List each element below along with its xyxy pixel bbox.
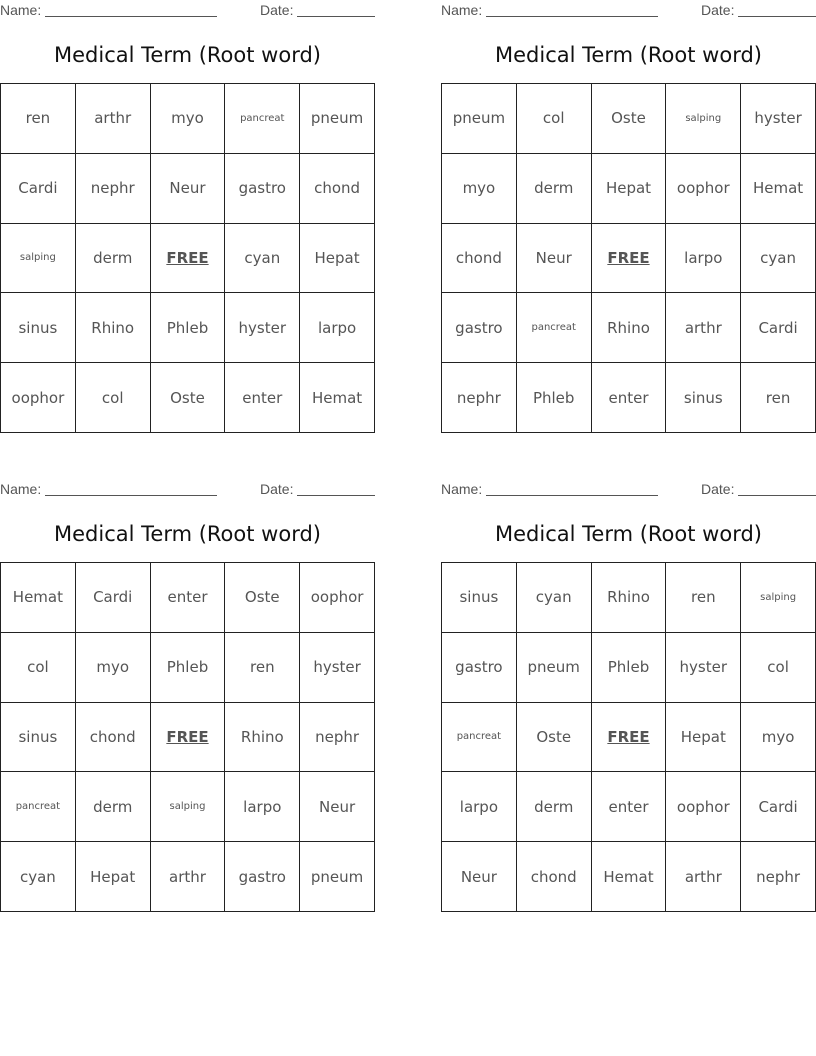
bingo-cell: salping xyxy=(151,772,226,842)
card-header xyxy=(0,0,375,22)
bingo-cell: chond xyxy=(517,842,592,912)
name-blank-line xyxy=(486,495,658,496)
card-title: Medical Term (Root word) xyxy=(54,522,321,546)
bingo-cell: Hemat xyxy=(1,563,76,633)
name-blank-line xyxy=(486,16,658,17)
bingo-cell: Hepat xyxy=(300,224,375,294)
card-title: Medical Term (Root word) xyxy=(495,43,762,67)
bingo-card xyxy=(441,0,816,407)
bingo-cell: col xyxy=(1,633,76,703)
bingo-cell: pancreat xyxy=(225,84,300,154)
bingo-cell: salping xyxy=(666,84,741,154)
bingo-cell: gastro xyxy=(442,633,517,703)
bingo-cell: Hemat xyxy=(592,842,667,912)
bingo-cell: Oste xyxy=(225,563,300,633)
name-label: Name: xyxy=(0,2,42,18)
bingo-grid xyxy=(0,83,375,433)
bingo-cell: gastro xyxy=(442,293,517,363)
bingo-cell: enter xyxy=(592,772,667,842)
bingo-cell: gastro xyxy=(225,154,300,224)
bingo-cell: myo xyxy=(76,633,151,703)
bingo-cell: Phleb xyxy=(517,363,592,433)
date-label: Date: xyxy=(260,2,294,18)
bingo-cell: cyan xyxy=(1,842,76,912)
bingo-cell: Hemat xyxy=(741,154,816,224)
bingo-cell: Rhino xyxy=(76,293,151,363)
bingo-cell: enter xyxy=(225,363,300,433)
bingo-cell: hyster xyxy=(741,84,816,154)
bingo-cell: enter xyxy=(592,363,667,433)
bingo-card xyxy=(441,479,816,886)
bingo-cell: pneum xyxy=(517,633,592,703)
bingo-cell: ren xyxy=(741,363,816,433)
card-title: Medical Term (Root word) xyxy=(54,43,321,67)
bingo-cell: Phleb xyxy=(151,633,226,703)
card-header xyxy=(441,0,816,22)
bingo-grid xyxy=(0,562,375,912)
bingo-cell: arthr xyxy=(666,293,741,363)
bingo-cell: Cardi xyxy=(1,154,76,224)
bingo-card xyxy=(0,0,375,407)
bingo-cell: gastro xyxy=(225,842,300,912)
bingo-cell: oophor xyxy=(666,154,741,224)
bingo-cell: hyster xyxy=(225,293,300,363)
bingo-cell: pancreat xyxy=(442,703,517,773)
card-header xyxy=(0,479,375,501)
bingo-cell: Cardi xyxy=(741,772,816,842)
bingo-cell: larpo xyxy=(300,293,375,363)
bingo-cell: Neur xyxy=(151,154,226,224)
bingo-cell: hyster xyxy=(300,633,375,703)
date-blank-line xyxy=(297,495,375,496)
bingo-cell: Phleb xyxy=(151,293,226,363)
bingo-cell: Hepat xyxy=(592,154,667,224)
bingo-cell: ren xyxy=(666,563,741,633)
bingo-cell: pancreat xyxy=(1,772,76,842)
bingo-cell: salping xyxy=(1,224,76,294)
bingo-cell: larpo xyxy=(225,772,300,842)
bingo-cell: salping xyxy=(741,563,816,633)
bingo-cell: Neur xyxy=(300,772,375,842)
free-space-cell: FREE xyxy=(151,703,226,773)
bingo-cell: myo xyxy=(442,154,517,224)
bingo-cell: hyster xyxy=(666,633,741,703)
bingo-cell: Neur xyxy=(442,842,517,912)
bingo-cell: enter xyxy=(151,563,226,633)
bingo-cell: Rhino xyxy=(225,703,300,773)
bingo-grid xyxy=(441,83,816,433)
bingo-cell: cyan xyxy=(225,224,300,294)
date-label: Date: xyxy=(260,481,294,497)
bingo-cell: derm xyxy=(517,772,592,842)
card-header xyxy=(441,479,816,501)
bingo-cell: nephr xyxy=(442,363,517,433)
bingo-cell: larpo xyxy=(442,772,517,842)
bingo-cell: Rhino xyxy=(592,563,667,633)
bingo-cell: Cardi xyxy=(76,563,151,633)
free-space-cell: FREE xyxy=(151,224,226,294)
name-blank-line xyxy=(45,495,217,496)
bingo-cell: derm xyxy=(517,154,592,224)
bingo-cell: Phleb xyxy=(592,633,667,703)
name-label: Name: xyxy=(0,481,42,497)
name-label: Name: xyxy=(441,2,483,18)
bingo-cell: Oste xyxy=(517,703,592,773)
bingo-cell: col xyxy=(517,84,592,154)
bingo-cell: ren xyxy=(225,633,300,703)
bingo-cell: chond xyxy=(442,224,517,294)
bingo-cell: nephr xyxy=(741,842,816,912)
bingo-cell: oophor xyxy=(666,772,741,842)
bingo-cell: pneum xyxy=(300,84,375,154)
bingo-cell: cyan xyxy=(517,563,592,633)
bingo-cell: pneum xyxy=(300,842,375,912)
date-blank-line xyxy=(738,16,816,17)
bingo-cell: ren xyxy=(1,84,76,154)
bingo-cell: Cardi xyxy=(741,293,816,363)
bingo-cell: col xyxy=(741,633,816,703)
bingo-cell: Hepat xyxy=(76,842,151,912)
bingo-cell: sinus xyxy=(442,563,517,633)
bingo-cell: pneum xyxy=(442,84,517,154)
bingo-cell: sinus xyxy=(1,703,76,773)
name-label: Name: xyxy=(441,481,483,497)
bingo-cell: oophor xyxy=(1,363,76,433)
bingo-cell: chond xyxy=(300,154,375,224)
bingo-cell: cyan xyxy=(741,224,816,294)
bingo-cell: myo xyxy=(741,703,816,773)
free-space-cell: FREE xyxy=(592,224,667,294)
bingo-cell: derm xyxy=(76,224,151,294)
date-blank-line xyxy=(738,495,816,496)
card-title: Medical Term (Root word) xyxy=(495,522,762,546)
date-label: Date: xyxy=(701,481,735,497)
bingo-cell: oophor xyxy=(300,563,375,633)
bingo-cell: sinus xyxy=(1,293,76,363)
bingo-cell: Neur xyxy=(517,224,592,294)
bingo-cell: myo xyxy=(151,84,226,154)
bingo-cell: Oste xyxy=(151,363,226,433)
date-blank-line xyxy=(297,16,375,17)
bingo-cell: col xyxy=(76,363,151,433)
bingo-cell: Hemat xyxy=(300,363,375,433)
bingo-cell: arthr xyxy=(666,842,741,912)
bingo-cell: nephr xyxy=(76,154,151,224)
bingo-cell: sinus xyxy=(666,363,741,433)
bingo-cell: Oste xyxy=(592,84,667,154)
bingo-cell: Rhino xyxy=(592,293,667,363)
bingo-card xyxy=(0,479,375,886)
bingo-cell: Hepat xyxy=(666,703,741,773)
free-space-cell: FREE xyxy=(592,703,667,773)
bingo-cell: derm xyxy=(76,772,151,842)
date-label: Date: xyxy=(701,2,735,18)
bingo-cell: arthr xyxy=(151,842,226,912)
bingo-cell: larpo xyxy=(666,224,741,294)
bingo-grid xyxy=(441,562,816,912)
bingo-cell: chond xyxy=(76,703,151,773)
bingo-cell: arthr xyxy=(76,84,151,154)
name-blank-line xyxy=(45,16,217,17)
bingo-cell: pancreat xyxy=(517,293,592,363)
bingo-cell: nephr xyxy=(300,703,375,773)
